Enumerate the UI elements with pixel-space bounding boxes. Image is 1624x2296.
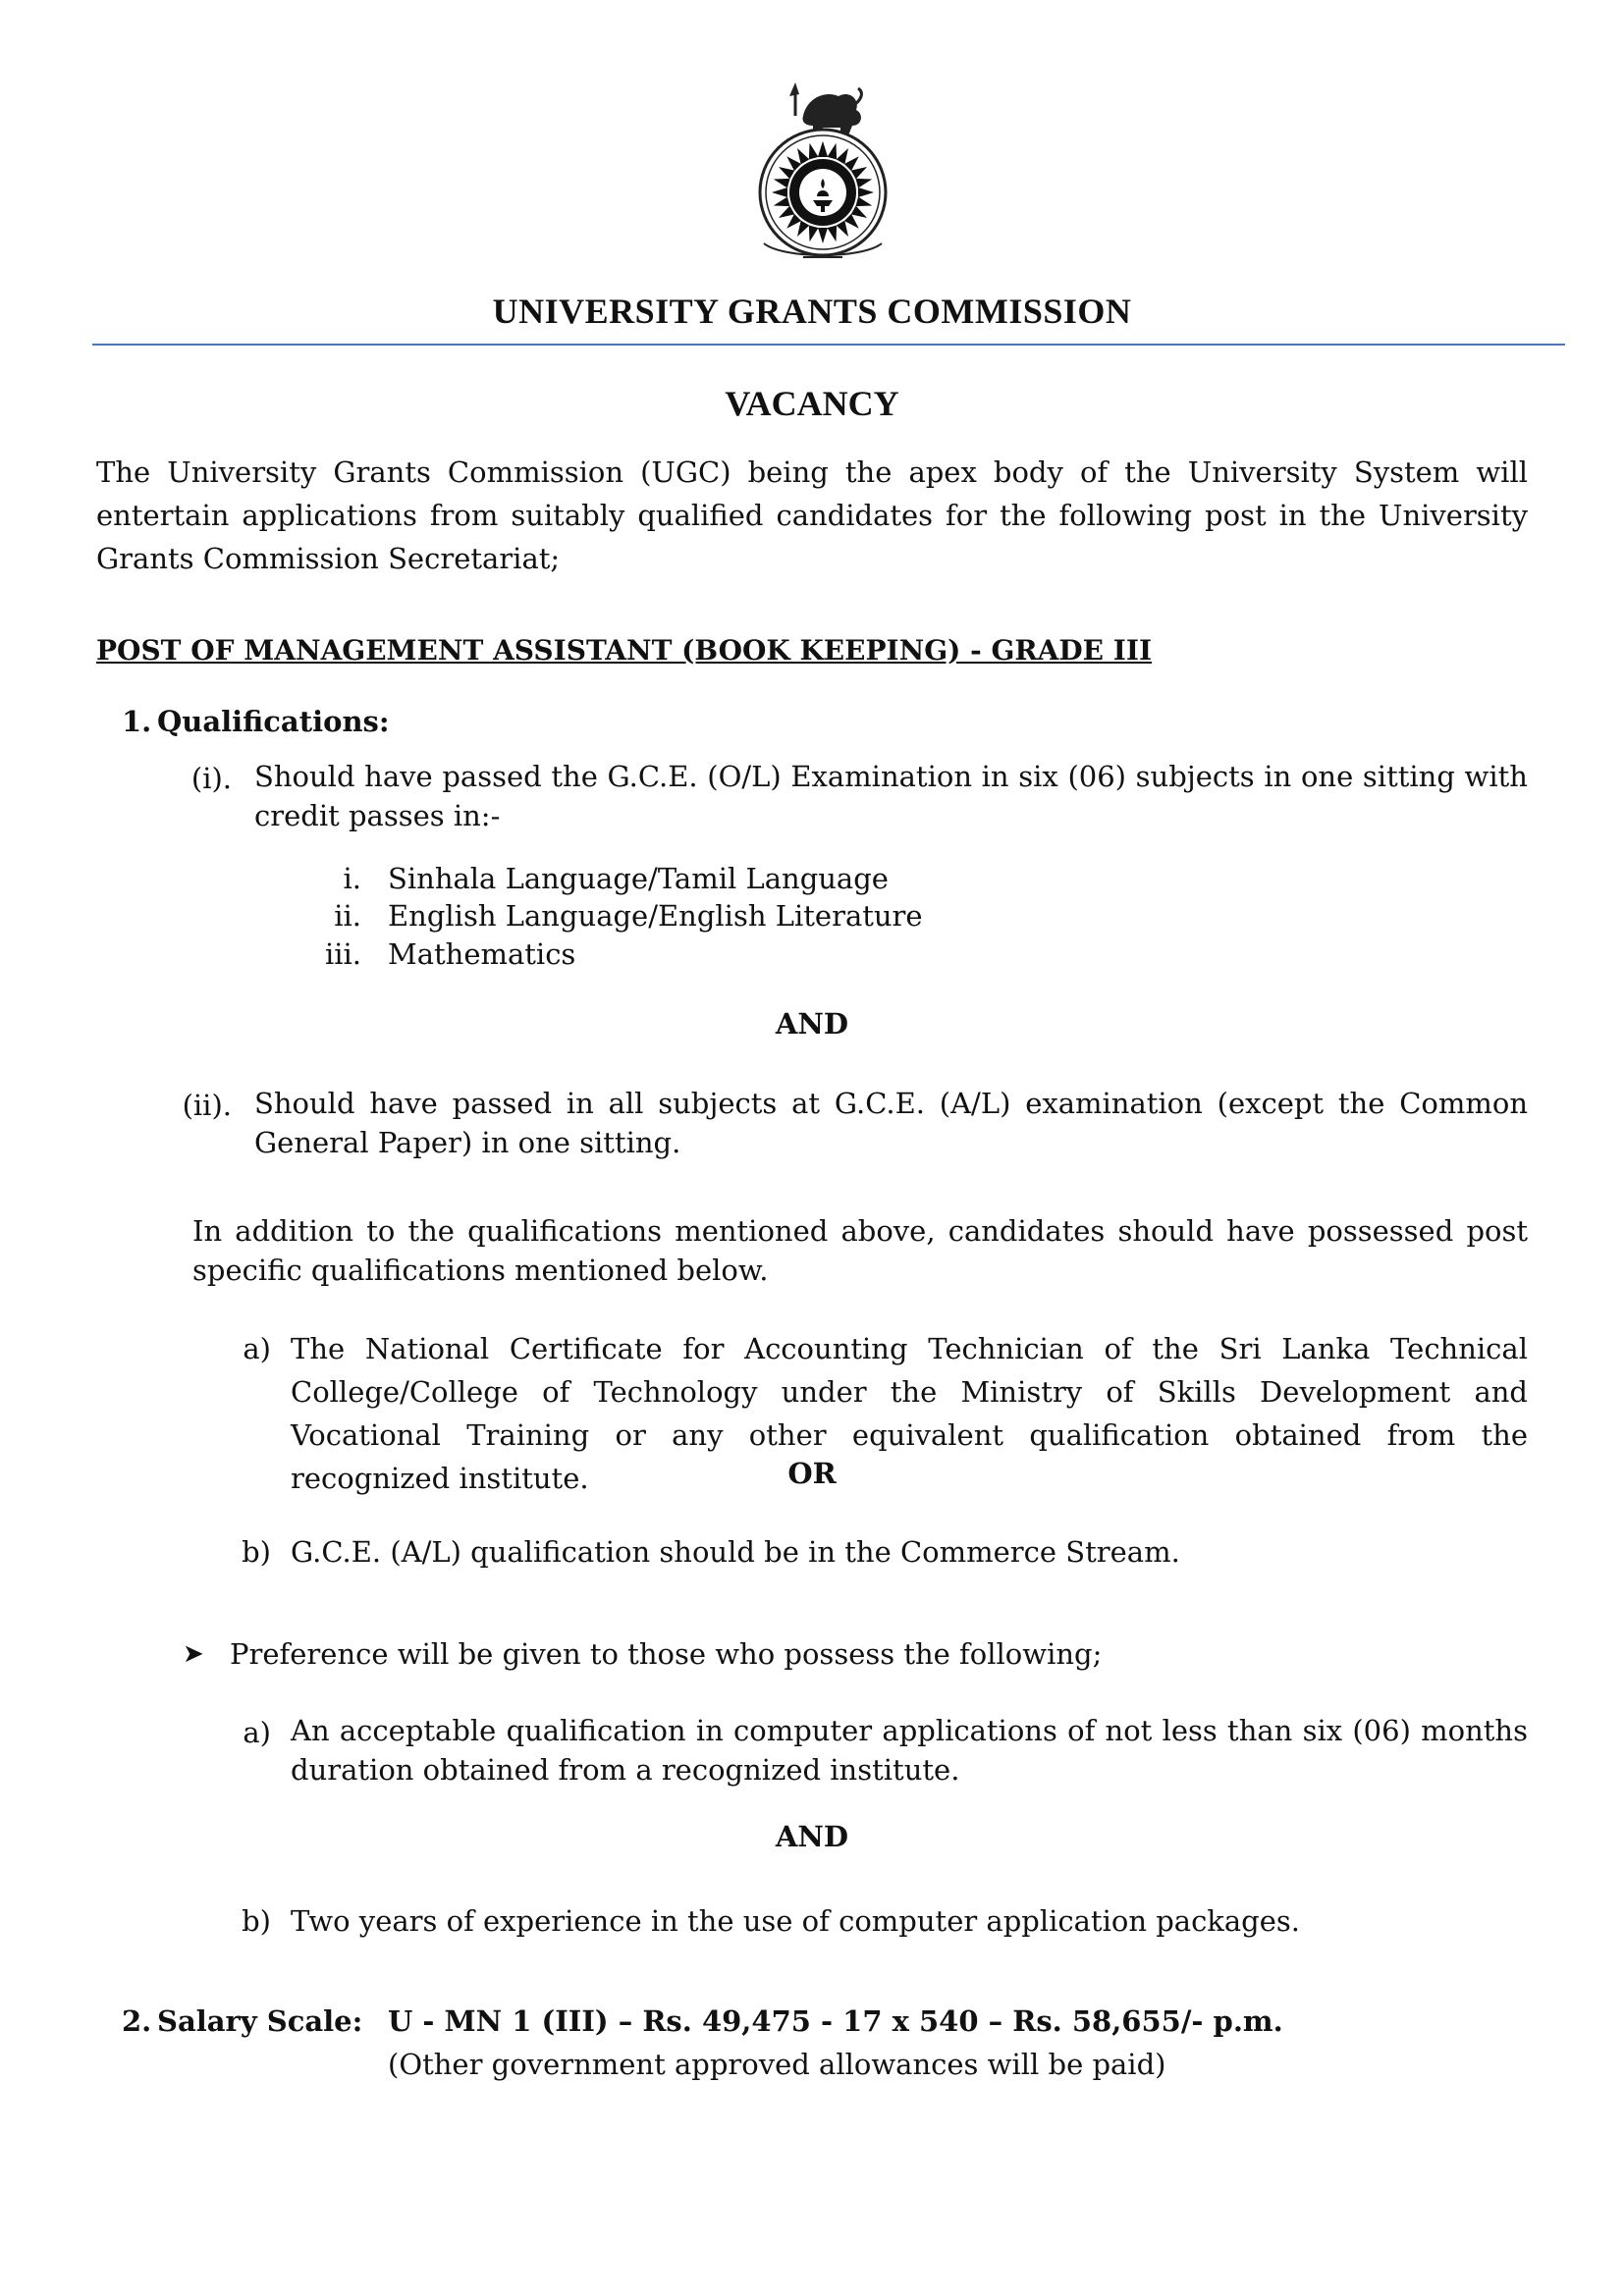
subject-item: Mathematics [388, 937, 576, 971]
post-title: POST OF MANAGEMENT ASSISTANT (BOOK KEEPING) - GRADE III [96, 634, 1153, 667]
preference-item: An acceptable qualification in computer applications of not less than six (06) months duration obtained from a recognized institute. [291, 1714, 1528, 1787]
and-connector: AND [775, 1820, 849, 1853]
subject-num: ii. [334, 899, 361, 933]
salary-heading: Salary Scale: [157, 2004, 363, 2038]
preference-item: Two years of experience in the use of computer application packages. [291, 1904, 1300, 1938]
item-ii-label: (ii). [182, 1089, 232, 1122]
salary-number: 2. [122, 2004, 152, 2038]
salary-note: (Other government approved allowances will be paid) [388, 2048, 1166, 2081]
preference-intro: Preference will be given to those who possess the following; [230, 1637, 1103, 1671]
post-specific-item: G.C.E. (A/L) qualification should be in the Commerce Stream. [291, 1535, 1180, 1569]
post-specific-label: b) [242, 1535, 271, 1569]
arrowhead-bullet-icon: ➤ [183, 1639, 204, 1669]
intro-paragraph: The University Grants Commission (UGC) being the apex body of the University System will entertain applications from suitably qualified candidates for the following post in the University Grants Commission Secretariat; [96, 455, 1528, 575]
organization-title: UNIVERSITY GRANTS COMMISSION [492, 292, 1132, 331]
addition-paragraph: In addition to the qualifications mentioned above, candidates should have possessed post specific qualifications mentioned below. [192, 1214, 1528, 1287]
item-i-text: Should have passed the G.C.E. (O/L) Examination in six (06) subjects in one sitting with credit passes in:- [254, 760, 1528, 832]
salary-scale: U - MN 1 (III) – Rs. 49,475 - 17 x 540 – Rs. 58,655/- p.m. [388, 2004, 1283, 2038]
preference-label: a) [243, 1716, 271, 1749]
item-i-label: (i). [190, 762, 232, 795]
post-specific-item: The National Certificate for Accounting Technician of the Sri Lanka Technical College/College of Technology under the Ministry of Skills Development and Vocational Training or any other equivalent qualification obtained from the recognized institute. [291, 1332, 1528, 1495]
or-connector: OR [787, 1457, 837, 1490]
item-ii-text: Should have passed in all subjects at G.C.E. (A/L) examination (except the Common General Paper) in one sitting. [254, 1087, 1528, 1159]
sri-lanka-lion-crest-icon [734, 77, 911, 269]
page-title: VACANCY [725, 384, 899, 423]
preference-label: b) [242, 1904, 271, 1938]
and-connector: AND [775, 1007, 849, 1041]
qualifications-number: 1. [122, 705, 152, 738]
subject-item: Sinhala Language/Tamil Language [388, 862, 889, 895]
subject-item: English Language/English Literature [388, 899, 923, 933]
header-divider [92, 344, 1565, 346]
subject-num: i. [343, 862, 361, 895]
post-specific-label: a) [243, 1332, 271, 1365]
subject-num: iii. [324, 937, 361, 971]
qualifications-heading: Qualifications: [157, 705, 390, 738]
